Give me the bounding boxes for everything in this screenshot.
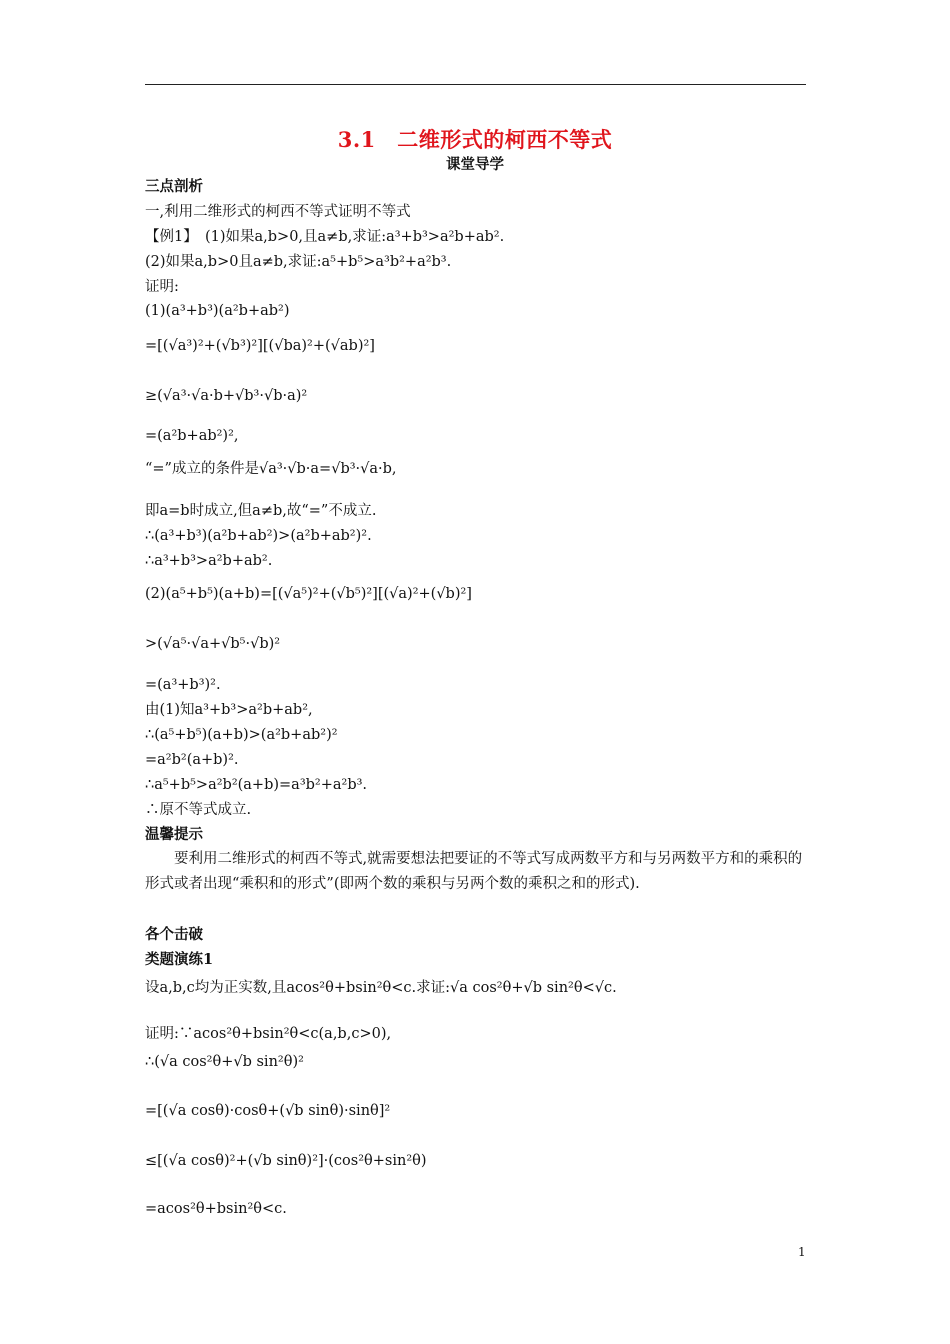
formula-line: =(a²b+ab²)², bbox=[145, 428, 239, 444]
text-line: (1)(a³+b³)(a²b+ab²) bbox=[145, 303, 290, 319]
formula-line: =[(√a cosθ)·cosθ+(√b sinθ)·sinθ]² bbox=[145, 1103, 391, 1119]
section-heading: 类题演练1 bbox=[145, 951, 214, 968]
text-line: ∴a⁵+b⁵>a²b²(a+b)=a³b²+a²b³. bbox=[145, 777, 368, 793]
text-line: =(a³+b³)². bbox=[145, 677, 221, 693]
text-line: ∴a³+b³>a²b+ab². bbox=[145, 553, 273, 569]
text-line: 即a=b时成立,但a≠b,故“=”不成立. bbox=[145, 503, 377, 519]
section-heading: 三点剖析 bbox=[145, 178, 203, 195]
section-heading: 各个击破 bbox=[145, 926, 203, 943]
page-subtitle: 课堂导学 bbox=[446, 156, 504, 173]
formula-line: =[(√a³)²+(√b³)²][(√ba)²+(√ab)²] bbox=[145, 338, 375, 354]
formula-line: ≤[(√a cosθ)²+(√b sinθ)²]·(cos²θ+sin²θ) bbox=[145, 1153, 427, 1169]
page-title: 3.1 二维形式的柯西不等式 bbox=[337, 127, 613, 152]
section-heading: 温馨提示 bbox=[145, 826, 203, 843]
formula-line: (2)(a⁵+b⁵)(a+b)=[(√a⁵)²+(√b⁵)²][(√a)²+(√b)²] bbox=[145, 586, 472, 602]
formula-line: “=”成立的条件是√a³·√b·a=√b³·√a·b, bbox=[145, 461, 397, 477]
text-line: ∴原不等式成立. bbox=[145, 802, 252, 818]
formula-line: ∴(√a cos²θ+√b sin²θ)² bbox=[145, 1054, 304, 1070]
text-line: 证明: bbox=[145, 279, 179, 295]
text-line: 证明:∵acos²θ+bsin²θ<c(a,b,c>0), bbox=[145, 1026, 392, 1042]
formula-line: 设a,b,c均为正实数,且acos²θ+bsin²θ<c.求证:√a cos²θ+√b sin²θ<√c. bbox=[145, 980, 617, 996]
text-line: 【例1】 (1)如果a,b>0,且a≠b,求证:a³+b³>a²b+ab². bbox=[145, 229, 505, 245]
text-line: 由(1)知a³+b³>a²b+ab², bbox=[145, 702, 313, 718]
text-line: ∴(a³+b³)(a²b+ab²)>(a²b+ab²)². bbox=[145, 528, 372, 544]
text-line: =a²b²(a+b)². bbox=[145, 752, 239, 768]
formula-line: >(√a⁵·√a+√b⁵·√b)² bbox=[145, 636, 281, 652]
tip-paragraph: 要利用二维形式的柯西不等式,就需要想法把要证的不等式写成两数平方和与另两数平方和的乘积的形式或者出现“乘积和的形式”(即两个数的乘积与另两个数的乘积之和的形式). bbox=[145, 851, 803, 892]
text-line: ∴(a⁵+b⁵)(a+b)>(a²b+ab²)² bbox=[145, 727, 338, 743]
page-number: 1 bbox=[798, 1245, 806, 1259]
text-line: =acos²θ+bsin²θ<c. bbox=[145, 1201, 287, 1217]
formula-line: ≥(√a³·√a·b+√b³·√b·a)² bbox=[145, 388, 308, 404]
text-line: 一,利用二维形式的柯西不等式证明不等式 bbox=[145, 204, 411, 220]
header-rule bbox=[145, 84, 806, 85]
text-line: (2)如果a,b>0且a≠b,求证:a⁵+b⁵>a³b²+a²b³. bbox=[145, 254, 452, 270]
